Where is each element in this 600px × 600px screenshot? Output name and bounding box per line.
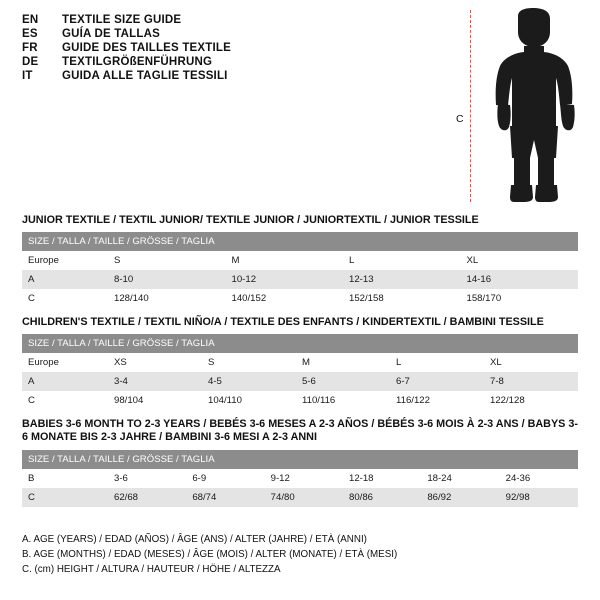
cell: XL (484, 353, 578, 372)
cell: 68/74 (186, 488, 264, 507)
cell: 140/152 (226, 289, 344, 308)
language-title: GUÍA DE TALLAS (62, 28, 160, 40)
language-row (22, 28, 442, 40)
cell: 86/92 (421, 488, 499, 507)
measure-label-c: C (456, 113, 464, 125)
table-row (22, 469, 578, 488)
cell: 80/86 (343, 488, 421, 507)
cell: 122/128 (484, 391, 578, 410)
language-code: ES (22, 28, 38, 40)
table-header-row (22, 232, 578, 251)
cell: 18-24 (421, 469, 499, 488)
cell: 6-9 (186, 469, 264, 488)
language-title: GUIDA ALLE TAGLIE TESSILI (62, 70, 228, 82)
row-label: A (22, 372, 108, 391)
cell: 128/140 (108, 289, 226, 308)
language-title-block (22, 14, 442, 84)
language-row (22, 14, 442, 26)
cell: 152/158 (343, 289, 461, 308)
row-label: C (22, 488, 108, 507)
table-row (22, 488, 578, 507)
cell: L (343, 251, 461, 270)
section-title: BABIES 3-6 MONTH TO 2-3 YEARS / BEBÉS 3-6 MESES A 2-3 AÑOS / BÉBÉS 3-6 MOIS À 2-3 ANS / BABYS 3-6 MONATE BIS 2-3 JAHRE / BAMBINI 3-6 MESI A 2-3 ANNI (22, 418, 578, 444)
language-row (22, 56, 442, 68)
cell: 116/122 (390, 391, 484, 410)
footnote-a: A. AGE (YEARS) / EDAD (AÑOS) / ÂGE (ANS) / ALTER (JAHRE) / ETÀ (ANNI) (22, 534, 367, 545)
size-table-babies (22, 450, 578, 507)
cell: 3-4 (108, 372, 202, 391)
section-junior-textile (22, 214, 578, 308)
language-code: DE (22, 56, 39, 68)
language-code: IT (22, 70, 33, 82)
row-label: Europe (22, 251, 108, 270)
cell: 5-6 (296, 372, 390, 391)
row-label: Europe (22, 353, 108, 372)
cell: 62/68 (108, 488, 186, 507)
cell: 10-12 (226, 270, 344, 289)
section-title: CHILDREN'S TEXTILE / TEXTIL NIÑO/A / TEXTILE DES ENFANTS / KINDERTEXTIL / BAMBINI TESSILE (22, 316, 544, 328)
row-label: C (22, 391, 108, 410)
footnote-b: B. AGE (MONTHS) / EDAD (MESES) / ÂGE (MOIS) / ALTER (MONATE) / ETÀ (MESI) (22, 549, 398, 561)
cell: 4-5 (202, 372, 296, 391)
footnote-c: C. (cm) HEIGHT / ALTURA / HAUTEUR / HÖHE / ALTEZZA (22, 564, 281, 576)
cell: 3-6 (108, 469, 186, 488)
table-row (22, 391, 578, 410)
size-table-children (22, 334, 578, 410)
row-label: C (22, 289, 108, 308)
table-header-label: SIZE / TALLA / TAILLE / GRÖSSE / TAGLIA (22, 450, 578, 469)
measure-guide-line (470, 10, 471, 202)
table-row (22, 353, 578, 372)
table-header-label: SIZE / TALLA / TAILLE / GRÖSSE / TAGLIA (22, 334, 578, 353)
height-measure-figure (440, 8, 590, 208)
section-title: JUNIOR TEXTILE / TEXTIL JUNIOR/ TEXTILE JUNIOR / JUNIORTEXTIL / JUNIOR TESSILE (22, 214, 479, 226)
language-row (22, 70, 442, 82)
cell: S (108, 251, 226, 270)
toddler-silhouette-icon (480, 8, 590, 204)
table-row (22, 270, 578, 289)
cell: XL (461, 251, 579, 270)
language-row (22, 42, 442, 54)
footnotes-block (22, 532, 562, 578)
cell: 12-13 (343, 270, 461, 289)
cell: 104/110 (202, 391, 296, 410)
cell: 8-10 (108, 270, 226, 289)
language-title: GUIDE DES TAILLES TEXTILE (62, 42, 231, 54)
cell: XS (108, 353, 202, 372)
cell: 24-36 (500, 469, 578, 488)
cell: 7-8 (484, 372, 578, 391)
table-row (22, 251, 578, 270)
language-title: TEXTILE SIZE GUIDE (62, 14, 182, 26)
language-code: EN (22, 14, 39, 26)
table-row (22, 372, 578, 391)
row-label: A (22, 270, 108, 289)
row-label: B (22, 469, 108, 488)
cell: M (226, 251, 344, 270)
cell: 6-7 (390, 372, 484, 391)
section-childrens-textile (22, 316, 578, 410)
cell: 98/104 (108, 391, 202, 410)
cell: S (202, 353, 296, 372)
cell: 74/80 (265, 488, 343, 507)
language-code: FR (22, 42, 38, 54)
cell: 9-12 (265, 469, 343, 488)
table-header-label: SIZE / TALLA / TAILLE / GRÖSSE / TAGLIA (22, 232, 578, 251)
size-table-junior (22, 232, 578, 308)
section-babies-textile (22, 418, 578, 507)
cell: 110/116 (296, 391, 390, 410)
cell: L (390, 353, 484, 372)
language-title: TEXTILGRÖßENFÜHRUNG (62, 56, 213, 68)
cell: 158/170 (461, 289, 579, 308)
cell: 12-18 (343, 469, 421, 488)
table-header-row (22, 450, 578, 469)
cell: 92/98 (500, 488, 578, 507)
table-row (22, 289, 578, 308)
cell: M (296, 353, 390, 372)
cell: 14-16 (461, 270, 579, 289)
table-header-row (22, 334, 578, 353)
